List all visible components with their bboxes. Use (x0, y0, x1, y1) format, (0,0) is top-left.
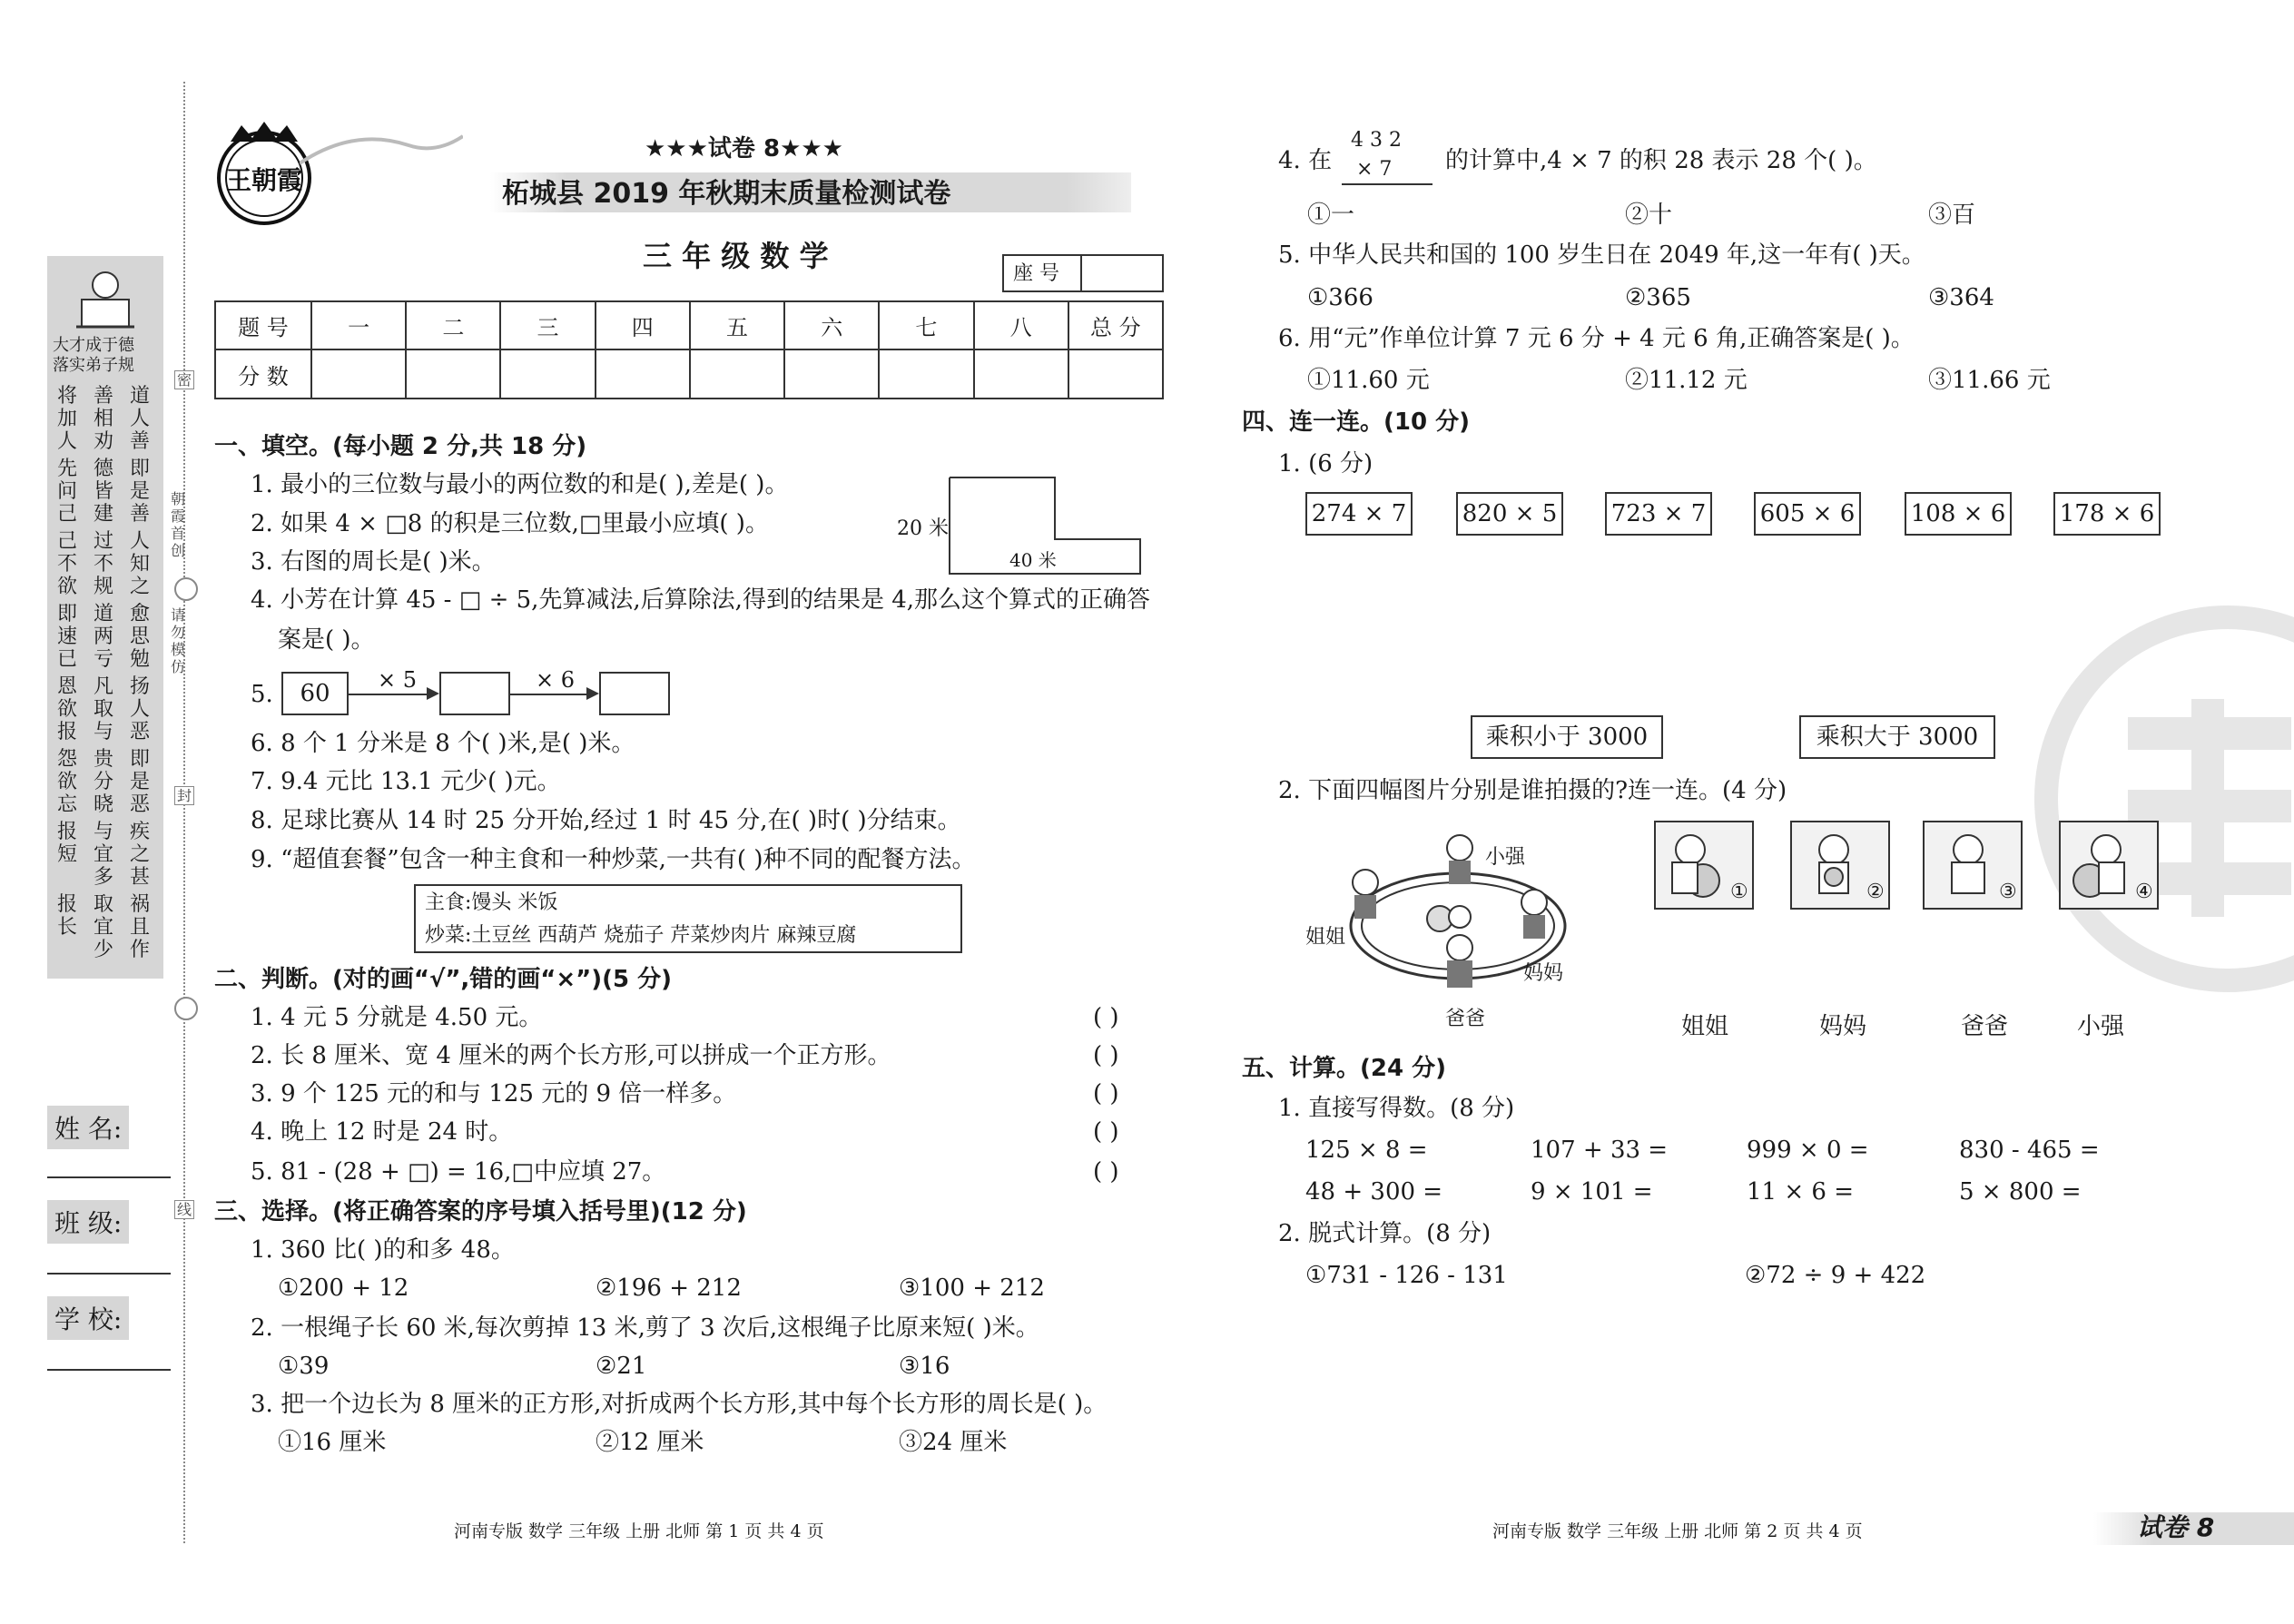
motto-col: 即是善 (129, 458, 150, 526)
s3-option: ③364 (1928, 284, 1994, 311)
s3-option: ②21 (596, 1353, 647, 1380)
section2-title: 二、判断。(对的画“√”,错的画“×”)(5 分) (214, 966, 673, 993)
motto-col: 先问己 (56, 458, 77, 526)
arrow-right-icon (586, 687, 599, 700)
seat-label: 座 号 (1013, 262, 1059, 285)
name-field[interactable] (47, 1176, 171, 1178)
class-field[interactable] (47, 1273, 171, 1275)
score-cell: 三 (500, 301, 595, 349)
motto-panel (47, 256, 163, 979)
score-entry[interactable] (500, 349, 595, 399)
score-header-row (215, 301, 1163, 349)
s3-option: ③100 + 212 (899, 1275, 1045, 1302)
motto-col: 善相劝 (93, 385, 113, 453)
motto-columns (56, 385, 158, 966)
s3-q5: 5. 中华人民共和国的 100 岁生日在 2049 年,这一年有( )天。 (1278, 241, 1925, 269)
cut-word-feng: 封 (174, 786, 194, 805)
person-option[interactable]: 爸爸 (1961, 1013, 2009, 1040)
scene-label-xiaoqiang: 小强 (1485, 846, 1526, 869)
bear-and-ball-icon (1807, 830, 1870, 902)
photo-option-3[interactable] (1923, 821, 2023, 910)
watermark-seal-icon (2019, 590, 2294, 1008)
s1-q7: 7. 9.4 元比 13.1 元少( )元。 (251, 768, 561, 795)
s3-option: ①16 厘米 (278, 1429, 387, 1456)
seat-number-field[interactable] (1080, 254, 1164, 292)
calc-item: 11 × 6 = (1747, 1178, 1854, 1206)
person-option[interactable]: 小强 (2077, 1013, 2125, 1040)
motto-col: 取宜少 (93, 893, 113, 961)
photo-number: ① (1730, 881, 1748, 903)
motto-col: 扬人恶 (129, 675, 150, 743)
motto-head: 大才成于德 (53, 336, 134, 355)
ribbon-decoration-icon (300, 118, 463, 172)
motto-col: 即速已 (56, 603, 77, 671)
s2-item: 3. 9 个 125 元的和与 125 元的 9 倍一样多。 (251, 1080, 737, 1107)
person-option[interactable]: 姐姐 (1681, 1013, 1729, 1040)
score-cell: 八 (974, 301, 1068, 349)
s3-q4-top: 4 3 2 (1351, 129, 1402, 152)
family-circle-scene-icon (1340, 826, 1580, 1017)
product-card[interactable]: 723 × 7 (1605, 492, 1712, 536)
s2-answer-paren[interactable]: ( ) (1093, 1158, 1119, 1186)
scene-label-jiejie: 姐姐 (1305, 926, 1346, 949)
s2-item: 1. 4 元 5 分就是 4.50 元。 (251, 1004, 543, 1031)
flow-answer-box-2[interactable] (599, 672, 670, 715)
photo-option-2[interactable] (1790, 821, 1890, 910)
s2-answer-paren[interactable]: ( ) (1093, 1080, 1119, 1107)
s1-q9: 9. “超值套餐”包含一种主食和一种炒菜,一共有( )种不同的配餐方法。 (251, 846, 976, 873)
s3-q3: 3. 把一个边长为 8 厘米的正方形,对折成两个长方形,其中每个长方形的周长是( )。 (251, 1391, 1108, 1418)
arrow-right-icon (427, 687, 439, 700)
product-card[interactable]: 178 × 6 (2053, 492, 2161, 536)
flow-op2: × 6 (536, 667, 576, 693)
motto-col: 怨欲忘 (56, 748, 77, 816)
score-cell: 二 (406, 301, 500, 349)
product-card[interactable]: 274 × 7 (1305, 492, 1413, 536)
motto-col: 报短 (56, 821, 77, 866)
flow-op1: × 5 (378, 667, 418, 693)
s1-q3: 3. 右图的周长是( )米。 (251, 548, 496, 576)
scene-label-baba: 爸爸 (1445, 1008, 1486, 1030)
footer-left: 河南专版 数学 三年级 上册 北师 第 1 页 共 4 页 (454, 1521, 824, 1541)
motto-col: 报长 (56, 893, 77, 939)
s1-q6: 6. 8 个 1 分米是 8 个( )米,是( )米。 (251, 730, 635, 757)
s3-q4-bottom: × 7 (1356, 158, 1393, 181)
s2-item: 2. 长 8 厘米、宽 4 厘米的两个长方形,可以拼成一个正方形。 (251, 1042, 891, 1069)
vertical-calc-rule (1342, 183, 1433, 185)
s3-option: ①39 (278, 1353, 330, 1380)
photo-option-4[interactable] (2059, 821, 2159, 910)
section3-title: 三、选择。(将正确答案的序号填入括号里)(12 分) (214, 1198, 747, 1225)
s1-q2: 2. 如果 4 × □8 的积是三位数,□里最小应填( )。 (251, 510, 769, 537)
score-cell: 分 数 (215, 349, 311, 399)
motto-col: 道两亏 (93, 603, 113, 671)
s3-option: ①366 (1307, 284, 1373, 311)
motto-col: 将加人 (56, 385, 77, 453)
s3-option: ③16 (899, 1353, 950, 1380)
scene-label-mama: 妈妈 (1523, 962, 1564, 985)
calc-item: 830 - 465 = (1959, 1137, 2100, 1164)
school-field[interactable] (47, 1369, 171, 1371)
footer-tag: 试卷 8 (2137, 1512, 2215, 1542)
motto-col: 疾之甚 (129, 821, 150, 889)
score-entry[interactable] (596, 349, 690, 399)
s3-option: ③百 (1928, 202, 1976, 229)
section4-title: 四、连一连。(10 分) (1242, 408, 1470, 436)
s2-answer-paren[interactable]: ( ) (1093, 1118, 1119, 1146)
section5-title: 五、计算。(24 分) (1242, 1055, 1446, 1082)
score-cell: 六 (784, 301, 879, 349)
photo-number: ④ (2135, 881, 2153, 903)
menu-dish: 炒菜:土豆丝 西葫芦 烧茄子 芹菜炒肉片 麻辣豆腐 (425, 924, 857, 947)
product-card[interactable]: 605 × 6 (1754, 492, 1861, 536)
s3-q6: 6. 用“元”作单位计算 7 元 6 分 + 4 元 6 角,正确答案是( )。 (1278, 325, 1915, 352)
score-entry[interactable] (974, 349, 1068, 399)
score-cell: 四 (596, 301, 690, 349)
score-entry[interactable] (879, 349, 973, 399)
calc-item: 107 + 33 = (1531, 1137, 1669, 1164)
s3-option: ②11.12 元 (1625, 367, 1748, 394)
s3-q1: 1. 360 比( )的和多 48。 (251, 1236, 515, 1264)
s5-q2: 2. 脱式计算。(8 分) (1278, 1220, 1492, 1247)
cut-word-xian: 线 (174, 1200, 194, 1219)
s3-q4-post: 的计算中,4 × 7 的积 28 表示 28 个( )。 (1445, 147, 1877, 174)
score-table (214, 300, 1164, 399)
s2-item: 4. 晚上 12 时是 24 时。 (251, 1118, 513, 1146)
s2-answer-paren[interactable]: ( ) (1093, 1042, 1119, 1069)
score-entry[interactable] (311, 349, 406, 399)
binding-hole (174, 577, 198, 601)
product-card[interactable]: 108 × 6 (1905, 492, 2012, 536)
class-label: 班 级: (47, 1200, 129, 1244)
motto-col: 人知之 (129, 530, 150, 598)
seat-label-box (1002, 254, 1082, 292)
cut-word-brand: 朝霞首创 (170, 490, 185, 559)
bear-back-icon (1939, 830, 2003, 902)
s3-option: ①200 + 12 (278, 1275, 409, 1302)
less-than-3000-card[interactable]: 乘积小于 3000 (1471, 715, 1663, 759)
photo-number: ② (1866, 881, 1885, 903)
calc-item: ①731 - 126 - 131 (1305, 1262, 1508, 1289)
motto-col: 己不欲 (56, 530, 77, 598)
binding-cut-line (183, 82, 185, 1543)
s2-item: 5. 81 - (28 + □) = 16,□中应填 27。 (251, 1158, 666, 1186)
s3-option: ②12 厘米 (596, 1429, 704, 1456)
footer-right: 河南专版 数学 三年级 上册 北师 第 2 页 共 4 页 (1492, 1521, 1863, 1541)
photo-number: ③ (1999, 881, 2017, 903)
motto-col: 德皆建 (93, 458, 113, 526)
motto-col: 贵分晓 (93, 748, 113, 816)
photo-option-1[interactable] (1654, 821, 1754, 910)
person-option[interactable]: 妈妈 (1819, 1013, 1867, 1040)
motto-sub: 落实弟子规 (53, 356, 134, 375)
calc-item: 48 + 300 = (1305, 1178, 1443, 1206)
score-entry[interactable] (406, 349, 500, 399)
motto-col: 恩欲报 (56, 675, 77, 743)
motto-col: 道人善 (129, 385, 150, 453)
flow-answer-box-1[interactable] (439, 672, 510, 715)
score-entry[interactable] (690, 349, 784, 399)
score-cell: 总 分 (1068, 301, 1163, 349)
s3-option: ①11.60 元 (1307, 367, 1430, 394)
section1-title: 一、填空。(每小题 2 分,共 18 分) (214, 433, 587, 460)
calc-item: 125 × 8 = (1305, 1137, 1428, 1164)
cut-word-warning: 请勿模仿 (170, 606, 185, 675)
s1-q8: 8. 足球比赛从 14 时 25 分开始,经过 1 时 45 分,在( )时( )分结束。 (251, 807, 961, 834)
flow-arrow-2 (510, 694, 596, 695)
binding-hole (174, 997, 198, 1020)
greater-than-3000-card[interactable]: 乘积大于 3000 (1799, 715, 1995, 759)
product-card[interactable]: 820 × 5 (1456, 492, 1563, 536)
calc-item: 999 × 0 = (1747, 1137, 1869, 1164)
s3-option: ③24 厘米 (899, 1429, 1008, 1456)
fig-width-label: 40 米 (1009, 549, 1057, 571)
score-entry[interactable] (1068, 349, 1163, 399)
menu-box (414, 884, 962, 953)
bear-and-ball-icon (2068, 830, 2132, 902)
s3-option: ①一 (1307, 202, 1355, 229)
logo-text: 王朝霞 (225, 165, 303, 195)
s3-option: ②196 + 212 (596, 1275, 742, 1302)
scholar-cartoon-icon (69, 263, 142, 336)
name-label: 姓 名: (47, 1106, 129, 1149)
motto-col: 即是恶 (129, 748, 150, 816)
s3-q2: 2. 一根绳子长 60 米,每次剪掉 13 米,剪了 3 次后,这根绳子比原来短( )米。 (251, 1314, 1039, 1342)
motto-col: 愈思勉 (129, 603, 150, 671)
s4-q1: 1. (6 分) (1278, 450, 1373, 477)
flow-start-box: 60 (281, 672, 349, 715)
motto-col: 与宜多 (93, 821, 113, 889)
s3-q4-pre: 4. 在 (1278, 147, 1333, 174)
score-entry[interactable] (784, 349, 879, 399)
bear-and-ball-icon (1663, 830, 1727, 902)
school-label: 学 校: (47, 1296, 129, 1340)
s4-q2: 2. 下面四幅图片分别是谁拍摄的?连一连。(4 分) (1278, 777, 1787, 804)
fig-height-label: 20 米 (897, 517, 949, 540)
s1-q1: 1. 最小的三位数与最小的两位数的和是( ),差是( )。 (251, 471, 789, 498)
flow-arrow-1 (349, 694, 436, 695)
calc-item: ②72 ÷ 9 + 422 (1745, 1262, 1926, 1289)
score-value-row (215, 349, 1163, 399)
s1-q4b: 案是( )。 (278, 626, 375, 654)
cut-word-mi: 密 (174, 370, 194, 389)
calc-item: 9 × 101 = (1531, 1178, 1653, 1206)
s3-option: ③11.66 元 (1928, 367, 2051, 394)
menu-main: 主食:馒头 米饭 (425, 891, 558, 914)
s5-q1: 1. 直接写得数。(8 分) (1278, 1095, 1515, 1122)
motto-col: 祸且作 (129, 893, 150, 961)
score-cell: 五 (690, 301, 784, 349)
s1-q4a: 4. 小芳在计算 45 - □ ÷ 5,先算减法,后算除法,得到的结果是 4,那么这个算式的正确答 (251, 586, 1151, 614)
score-cell: 七 (879, 301, 973, 349)
exam-title: 柘城县 2019 年秋期末质量检测试卷 (502, 178, 951, 210)
score-cell: 题 号 (215, 301, 311, 349)
s2-answer-paren[interactable]: ( ) (1093, 1004, 1119, 1031)
motto-col: 凡取与 (93, 675, 113, 743)
calc-item: 5 × 800 = (1959, 1178, 2082, 1206)
score-cell: 一 (311, 301, 406, 349)
s1-q5-num: 5. (251, 681, 273, 708)
s3-option: ②365 (1625, 284, 1691, 311)
motto-col: 过不规 (93, 530, 113, 598)
s3-option: ②十 (1625, 202, 1673, 229)
subject-title: 三 年 级 数 学 (643, 239, 829, 273)
paper-tag: ★★★试卷 8★★★ (645, 135, 843, 162)
